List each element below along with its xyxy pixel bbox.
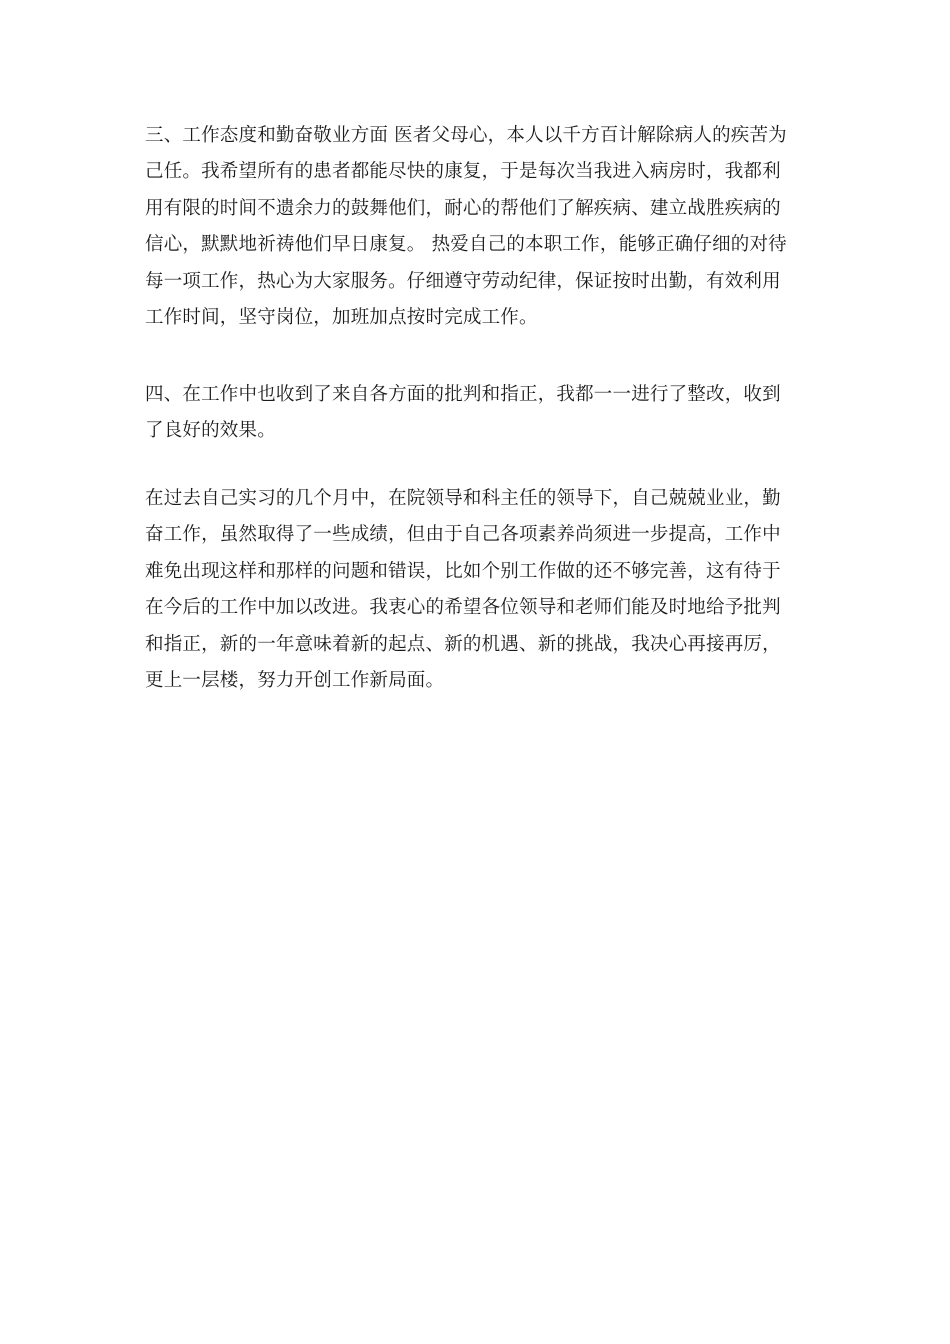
paragraph-summary xyxy=(145,481,809,699)
paragraph-criticism xyxy=(145,377,809,450)
paragraph-line: 每一项工作，热心为大家服务。仔细遵守劳动纪律，保证按时出勤，有效利用 xyxy=(145,270,781,292)
paragraph-line: 三、工作态度和勤奋敬业方面 医者父母心，本人以千方百计解除病人的疾苦为 xyxy=(145,125,787,146)
paragraph-line: 四、在工作中也收到了来自各方面的批判和指正，我都一一进行了整改，收到 xyxy=(145,384,781,405)
paragraph-line: 在今后的工作中加以改进。我衷心的希望各位领导和老师们能及时地给予批判 xyxy=(145,597,781,619)
paragraph-line: 和指正，新的一年意味着新的起点、新的机遇、新的挑战，我决心再接再厉， xyxy=(145,633,781,655)
paragraph-work-attitude xyxy=(145,118,809,336)
paragraph-line: 在过去自己实习的几个月中，在院领导和科主任的领导下，自己兢兢业业，勤 xyxy=(145,488,781,509)
paragraph-line: 奋工作，虽然取得了一些成绩，但由于自己各项素养尚须进一步提高，工作中 xyxy=(145,524,781,546)
paragraph-line: 工作时间，坚守岗位，加班加点按时完成工作。 xyxy=(145,307,538,329)
paragraph-line: 信心，默默地祈祷他们早日康复。 热爱自己的本职工作，能够正确仔细的对待 xyxy=(145,234,787,256)
paragraph-line: 更上一层楼，努力开创工作新局面。 xyxy=(145,670,445,692)
paragraph-line: 用有限的时间不遗余力的鼓舞他们，耐心的帮他们了解疾病、建立战胜疾病的 xyxy=(145,197,781,219)
paragraph-line: 己任。我希望所有的患者都能尽快的康复，于是每次当我进入病房时，我都利 xyxy=(145,161,781,183)
paragraph-line: 难免出现这样和那样的问题和错误，比如个别工作做的还不够完善，这有待于 xyxy=(145,560,781,582)
paragraph-line: 了良好的效果。 xyxy=(145,420,276,442)
